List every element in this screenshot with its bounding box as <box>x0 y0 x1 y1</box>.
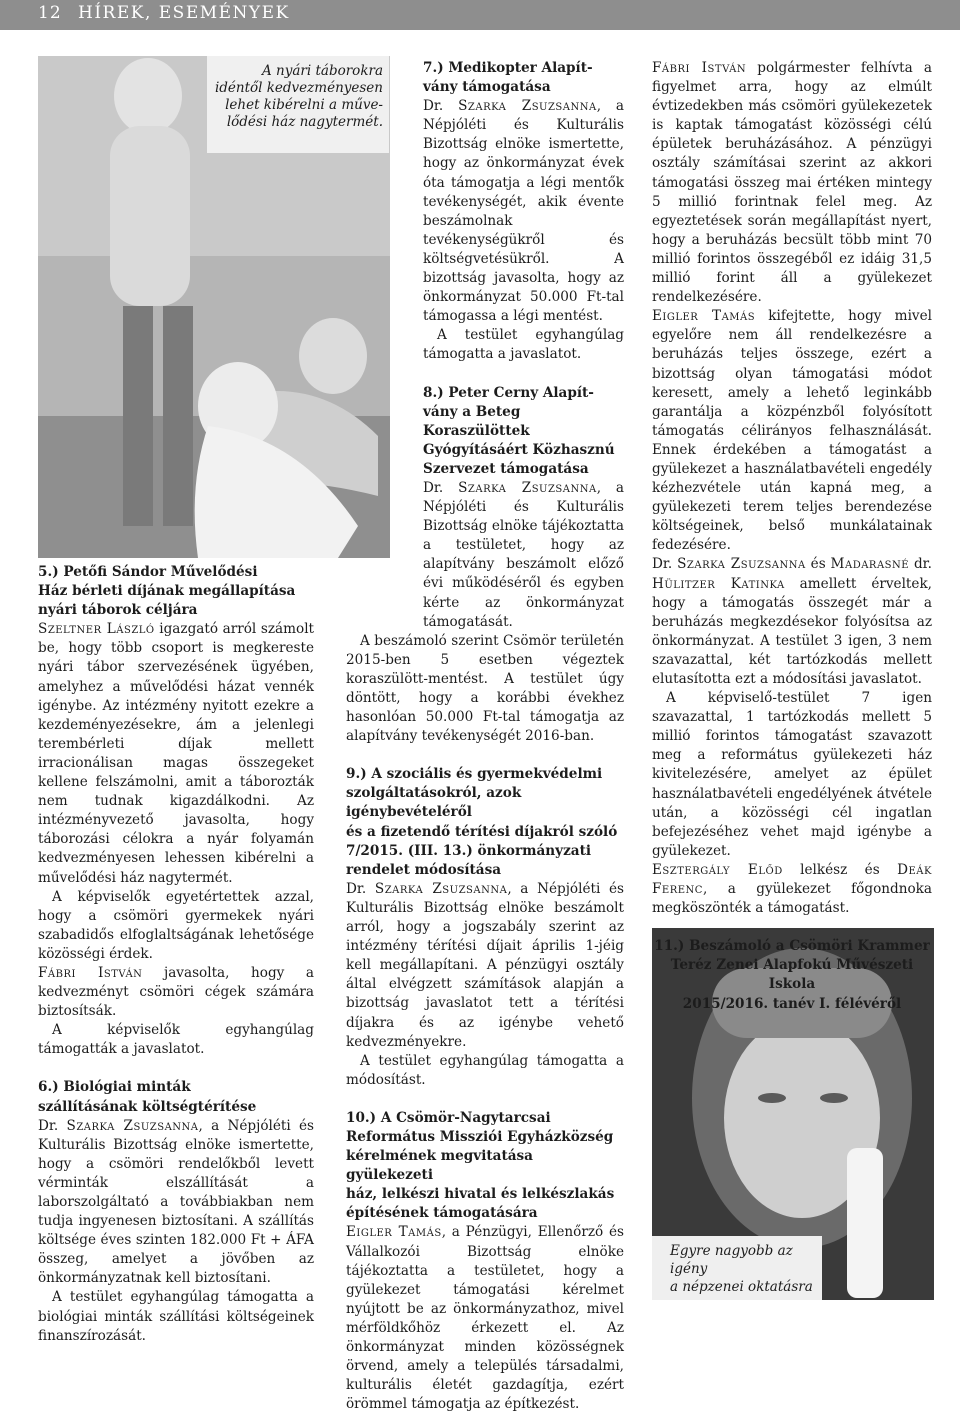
caption-line: idéntől kedvezményesen <box>214 80 383 96</box>
photo-caption-2 <box>652 1236 822 1300</box>
heading-8: 8.) Peter Cerny Alapít- vány a Beteg Koraszülöttek Gyógyításáért Közhasznú Szervezet támogatása <box>423 384 615 477</box>
paragraph: A testület egyhangúlag támogatta a biológiai minták szállítási költségeinek finanszírozását. <box>38 1289 314 1344</box>
paragraph: A beszámoló szerint Csömör területén 2015-ben 5 esetben végeztek koraszülött-mentést. A testület úgy döntött, hogy a korábbi évekhez hasonlóan 50.000 Ft-tal támogatja az alapítvány tevékenységét 2016-ban. <box>346 632 624 745</box>
section-title: HÍREK, ESEMÉNYEK <box>78 3 290 23</box>
column-1 <box>38 563 314 1346</box>
heading-6: 6.) Biológiai minták szállításának költségtérítése <box>38 1079 257 1115</box>
paragraph: Eigler Tamás, a Pénzügyi, Ellenőrző és Vállalkozói Bizottság elnöke tájékoztatta a testületet, hogy a gyülekezet támogatási kérelmet nyújtott be az önkormányzathoz, mivel mérföldkőhöz érkezett el. Az önkormányzat minden közösségnek örvend, amely a település társadalmi, kulturális életét gazdagítja, ezért örömmel támogatja az építkezést. <box>346 1224 624 1413</box>
page-number: 12 <box>38 3 62 23</box>
column-3 <box>652 59 932 1014</box>
heading-7: 7.) Medikopter Alapít- vány támogatása <box>423 60 593 96</box>
caption-line: lehet kibérelni a műve- <box>225 97 383 113</box>
column-2 <box>346 59 624 1414</box>
paragraph: Dr. Szarka Zsuzsanna és Madarasné dr. Hülitzer Katinka amellett érveltek, hogy a támogatás összegét már a beruházás megkezdésekor folyósítsa az önkormányzat. A testület 3 igen, 3 nem szavazattal, két tartózkodás mellett elutasította ezt a módosítási javaslatot. <box>652 556 932 687</box>
paragraph: Dr. Szarka Zsuzsanna, a Népjóléti és Kulturális Bizottság elnöke ismertette, hogy a csömöri rendelőkből levett vérminták elszállítását a laborszolgáltató a továbbiakban nem tudja ingyenesen biztosítani. A szállítás költsége éves szinten 182.000 Ft + ÁFA összeg, amelyet a jövőben az önkormányzatnak kell biztosítani. <box>38 1117 315 1287</box>
page-header <box>0 0 960 30</box>
paragraph: Dr. Szarka Zsuzsanna, a Népjóléti és Kulturális Bizottság elnöke ismertette, hogy az önkormányzat évek óta támogatja a légi mentők tevékenységét, akik évente beszámolnak tevékenységükről és költségvetésükről. A bizottság javasolta, hogy az önkormányzat 50.000 Ft-tal támogassa a légi mentést. <box>423 98 625 325</box>
caption-line: Egyre nagyobb az igény <box>670 1243 793 1277</box>
caption-line: lődési ház nagytermét. <box>226 114 383 130</box>
paragraph: Szeltner László igazgató arról számolt be, hogy több csoport is megkereste nyári tábor szervezésének ügyében, amelyhez a művelődési házat vennék igénybe. Az intézmény nyitott ezekre a kezdeményezésekre, ám a jelenlegi terembérleti díjak mellett irracionálisan magas összegeket kellene felszámolni, amit a táborozták nem tudnak kigazdálkodni. Az intézményvezető javasolta, hogy táborozási célokra a nyár folyamán kedvezményesen lehessen kibérelni a művelődési ház nagytermét. <box>38 621 314 886</box>
heading-9: 9.) A szociális és gyermekvédelmi szolgáltatásokról, azok igénybevételéről és a fizetendő térítési díjakról szóló 7/2015. (III. 13.) önkormányzati rendelet módosítása <box>346 766 618 878</box>
heading-10: 10.) A Csömör-Nagytarcsai Református Missziói Egyházközség kérelmének megvitatása gyülekezeti ház, lelkészi hivatal és lelkészlakás építésének támogatására <box>346 1109 615 1222</box>
paragraph: A képviselők egyetértettek azzal, hogy a csömöri gyermekek nyári szabadidős elfoglaltságának lehetősége közösségi érdek. <box>38 888 314 962</box>
paragraph: Eigler Tamás kifejtette, hogy mivel egyelőre nem áll rendelkezésre a beruházás teljes összege, ezért a bizottság olyan támogatási módot keresett, amely a lehető leginkább garantálja a közpénzből folyósított támogatás célirányos felhasználását. Ennek érdekében a támogatást a gyülekezet a használatbavételi engedély kézhezvétele után kapná meg, a gyülekezeti terem teljes berendezése költségeinek, belső munkálatainak fedezésére. <box>652 308 932 554</box>
paragraph: Dr. Szarka Zsuzsanna, a Népjóléti és Kulturális Bizottság elnöke tájékoztatta a testületet, hogy az alapítvány beszámolt előző évi működéséről és egyben kérte az önkormányzat támogatását. <box>423 479 625 630</box>
heading-5: 5.) Petőfi Sándor Művelődési Ház bérleti díjának megállapítása nyári táborok céljára <box>38 564 296 619</box>
paragraph: A testület egyhangúlag támogatta a módosítást. <box>346 1052 624 1088</box>
paragraph: Fábri István javasolta, hogy a kedvezményt csömöri cégek számára biztosítsák. <box>38 964 314 1020</box>
paragraph: Esztergály Előd lelkész és Deák Ferenc, a gyülekezet főgondnoka megköszönték a támogatást. <box>652 861 932 917</box>
paragraph: Fábri István polgármester felhívta a figyelmet arra, hogy az elmúlt évtizedekben más csömöri gyülekezetek is kaptak támogatást közösségi célú épületek beruházásához. A pénzügyi osztály számításai szerint az akkori támogatási összeg mai értéken mintegy 5 millió forintnak felel meg. Az egyeztetések során megállapítást nyert, hogy a beruházás becsült több mint 70 millió forintos összegéből ez idáig 31,5 millió forint áll a gyülekezet rendelkezésére. <box>652 60 933 306</box>
heading-11: 11.) Beszámoló a Csömöri Krammer Teréz Zenei Alapfokú Művészeti Iskola 2015/2016. tanév I. félévéről <box>654 938 930 1012</box>
caption-line: A nyári táborokra <box>262 63 383 79</box>
paragraph: A képviselő-testület 7 igen szavazattal, 1 tartózkodás mellett 5 millió forintos támogatást szavazott meg a református gyülekezeti ház kivitelezésére, amelyet az épület használatbavételi engedélyének átvétele után, a közösségi cél ingatlan befejezéséhez vehet majd igénybe a gyülekezet. <box>652 690 932 859</box>
paragraph: A képviselők egyhangúlag támogatták a javaslatot. <box>38 1022 314 1058</box>
paragraph: Dr. Szarka Zsuzsanna, a Népjóléti és Kulturális Bizottság elnöke beszámolt arról, hogy a jogszabály szerint az intézmény térítési díjait április 1-jéig kell megállapítani. A pénzügyi osztály által elvégzett számítások alapján a bizottság javaslatot tett a térítési díjakra és az igénybe vehető kedvezményekre. <box>346 880 625 1050</box>
caption-line: a népzenei oktatásra <box>670 1279 813 1295</box>
paragraph: A testület egyhangúlag támogatta a javaslatot. <box>423 327 624 363</box>
